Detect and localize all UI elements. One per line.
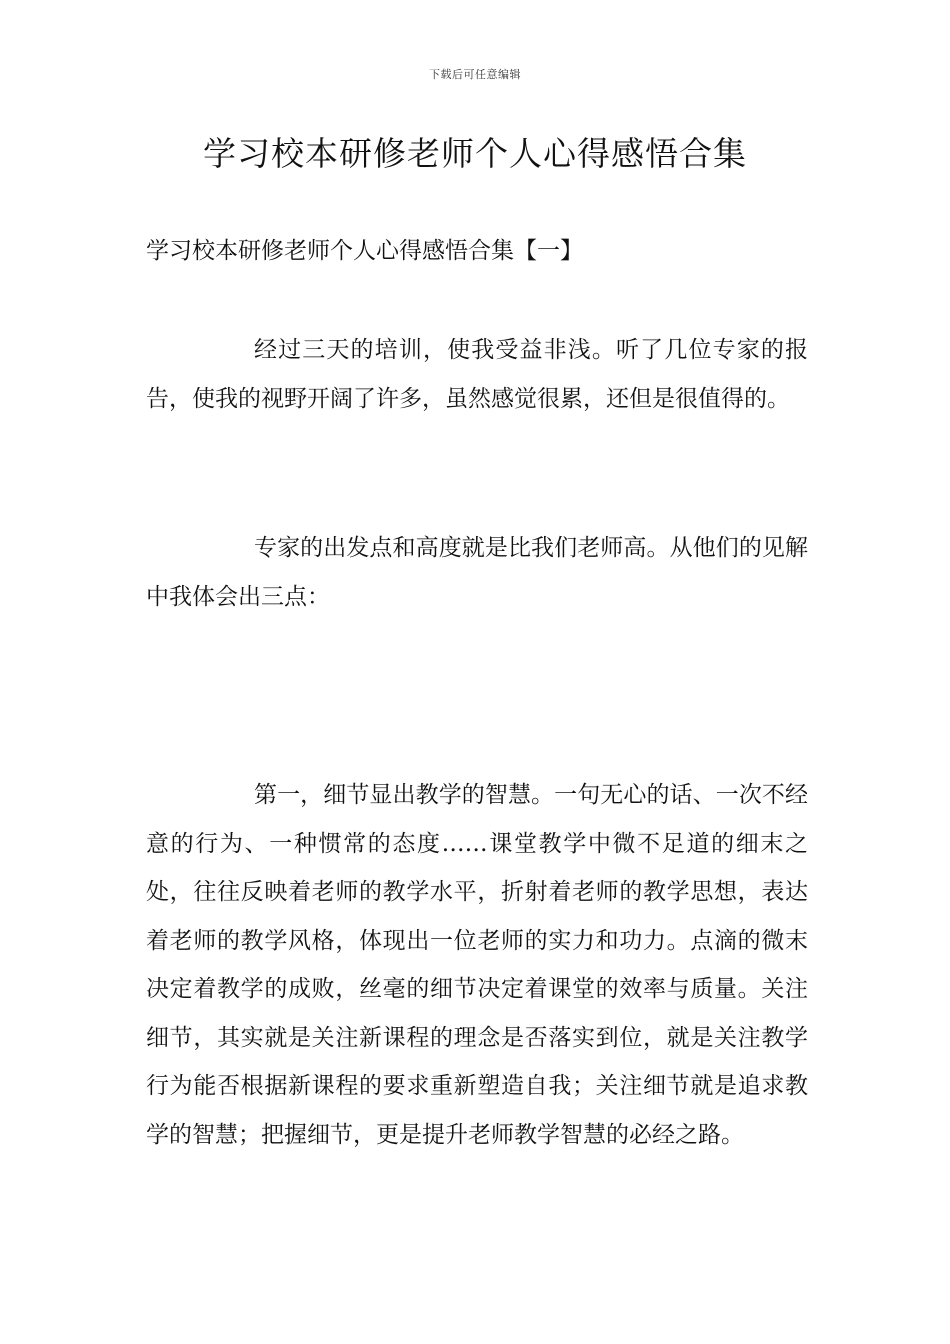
document-title: 学习校本研修老师个人心得感悟合集 — [203, 134, 747, 173]
section-heading: 学习校本研修老师个人心得感悟合集【一】 — [146, 238, 583, 264]
paragraph-2: 专家的出发点和高度就是比我们老师高。从他们的见解中我体会出三点： — [146, 535, 808, 610]
paragraph-1: 经过三天的培训，使我受益非浅。听了几位专家的报告，使我的视野开阔了许多，虽然感觉很累，还但是很值得的。 — [146, 337, 808, 412]
paragraph-3: 第一，细节显出教学的智慧。一句无心的话、一次不经意的行为、一种惯常的态度……课堂教学中微不足道的细末之处，往往反映着老师的教学水平，折射着老师的教学思想，表达着老师的教学风格，体现出一位老师的实力和功力。点滴的微末决定着教学的成败，丝毫的细节决定着课堂的效率与质量。关注细节，其实就是关注新课程的理念是否落实到位，就是关注教学行为能否根据新课程的要求重新塑造自我；关注细节就是追求教学的智慧；把握细节，更是提升老师教学智慧的必经之路。 — [146, 782, 808, 1148]
header-note: 下载后可任意编辑 — [429, 68, 521, 81]
